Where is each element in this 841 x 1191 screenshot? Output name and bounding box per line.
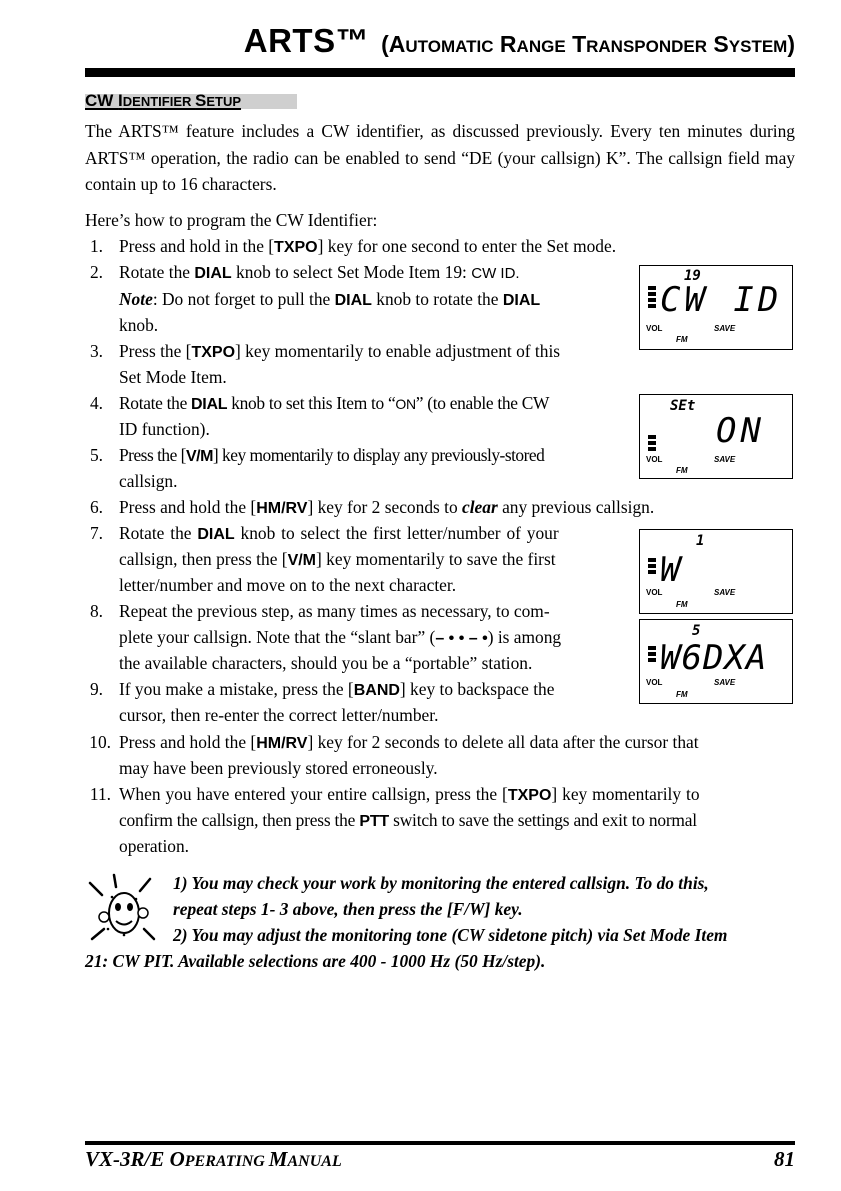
step-10-text: Press and hold the [HM/RV] key for 2 seconds to delete all data after the cursor that (119, 732, 699, 752)
step-6-text: Press and hold the [HM/RV] key for 2 seconds to clear any previous callsign. (119, 497, 655, 517)
step-number: 1. (89, 236, 103, 256)
lcd-display-cw-id: 19 CW ID VOL SAVE FM (639, 265, 793, 350)
volume-bars (648, 286, 656, 310)
step-9-cont: cursor, then re-enter the correct letter/number. (119, 705, 439, 725)
step-number: 3. (89, 341, 103, 361)
note-line-4: 21: CW PIT. Available selections are 400 - 1000 Hz (50 Hz/step). (85, 951, 546, 971)
step-1-text: Press and hold in the [TXPO] key for one second to enter the Set mode. (119, 236, 617, 256)
step-10-cont: may have been previously stored erroneously. (119, 758, 438, 778)
step-3-cont: Set Mode Item. (119, 367, 227, 387)
step-9-text: If you make a mistake, press the [BAND] key to backspace the (119, 679, 555, 699)
step-number: 5. (89, 445, 103, 465)
header-rule (85, 68, 795, 77)
step-11-cont2: operation. (119, 836, 190, 856)
step-8-cont1: plete your callsign. Note that the “slant bar” (– • • – •) is among (119, 627, 562, 647)
note-line-1: 1) You may check your work by monitoring the entered callsign. To do this, (173, 873, 709, 893)
header-subtitle: (AUTOMATIC RANGE TRANSPONDER SYSTEM) (381, 31, 795, 57)
section-heading: CW IDENTIFIER SETUP (85, 91, 242, 110)
note-line-2: repeat steps 1- 3 above, then press the [F/W] key. (173, 899, 523, 919)
step-5-text: Press the [V/M] key momentarily to display any previously-stored (119, 445, 545, 465)
step-number: 4. (89, 393, 103, 413)
lcd-display-callsign: 5 W6DXA VOL SAVE FM (639, 619, 793, 704)
header-title: ARTS™ (243, 22, 370, 59)
step-8-cont2: the available characters, should you be a “portable” station. (119, 653, 533, 673)
step-2-note: Note: Do not forget to pull the DIAL knob to rotate the DIAL (119, 289, 541, 309)
lcd-display-first-letter: 1 W VOL SAVE FM (639, 529, 793, 614)
step-number: 11. (89, 784, 111, 804)
step-4-cont: ID function). (119, 419, 210, 439)
step-number: 7. (89, 523, 103, 543)
step-2-text: Rotate the DIAL knob to select Set Mode Item 19: CW ID. (119, 262, 520, 282)
page-header (85, 22, 795, 66)
note-line-3: 2) You may adjust the monitoring tone (CW sidetone pitch) via Set Mode Item (173, 925, 728, 945)
note-mascot-icon (88, 873, 160, 945)
step-3-text: Press the [TXPO] key momentarily to enable adjustment of this (119, 341, 561, 361)
step-5-cont: callsign. (119, 471, 178, 491)
step-8-text: Repeat the previous step, as many times as necessary, to com- (119, 601, 550, 621)
lcd-display-set-on: SEt ON VOL SAVE FM (639, 394, 793, 479)
volume-bars (648, 646, 656, 664)
step-number: 10. (89, 732, 111, 752)
step-2-cont: knob. (119, 315, 159, 335)
step-number: 6. (89, 497, 103, 517)
intro-paragraph: The ARTS™ feature includes a CW identifier, as discussed previously. Every ten minutes during ARTS™ operation, the radio can be enabled to send “DE (your callsign) K”. The callsign field may contain up to 16 characters. (85, 121, 795, 194)
footer-rule (85, 1141, 795, 1145)
step-number: 9. (89, 679, 103, 699)
step-number: 8. (89, 601, 103, 621)
step-7-cont1: callsign, then press the [V/M] key momentarily to save the first (119, 549, 556, 569)
step-number: 2. (89, 262, 103, 282)
step-11-text: When you have entered your entire callsign, press the [TXPO] key momentarily to (119, 784, 700, 804)
step-11-cont1: confirm the callsign, then press the PTT switch to save the settings and exit to normal (119, 810, 697, 830)
volume-bars (648, 435, 656, 453)
step-7-cont2: letter/number and move on to the next character. (119, 575, 457, 595)
step-7-text: Rotate the DIAL knob to select the first letter/number of your (119, 523, 559, 543)
page-number: 81 (774, 1147, 795, 1171)
volume-bars (648, 558, 656, 576)
step-4-text: Rotate the DIAL knob to set this Item to “ON” (to enable the CW (119, 393, 550, 413)
footer-manual-title: VX-3R/E OPERATING MANUAL (85, 1147, 342, 1171)
howto-text: Here’s how to program the CW Identifier: (85, 210, 378, 230)
